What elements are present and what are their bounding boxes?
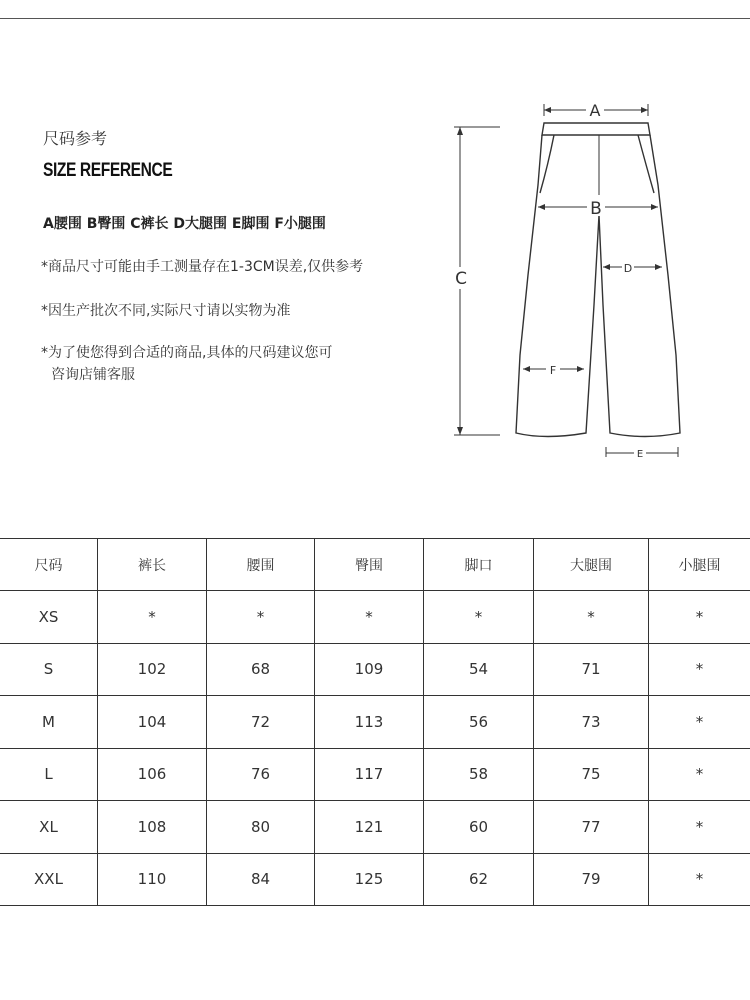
table-cell: 72: [207, 696, 315, 749]
table-cell: *: [649, 696, 750, 749]
table-row: [0, 748, 750, 801]
table-cell: 62: [424, 853, 534, 906]
table-cell: 84: [207, 853, 315, 906]
dim-b-label: B: [590, 199, 602, 219]
table-cell: 102: [98, 643, 207, 696]
table-cell: 71: [534, 643, 649, 696]
note-consult-line-2: 咨询店铺客服: [51, 367, 135, 383]
title-chinese: 尺码参考: [43, 129, 108, 148]
size-table: [0, 538, 750, 906]
table-cell: 裤长: [98, 539, 207, 591]
note-consult-line-1: *为了使您得到合适的商品,具体的尺码建议您可: [41, 345, 333, 361]
table-cell: 75: [534, 748, 649, 801]
dim-c-label: C: [455, 269, 467, 289]
table-row: [0, 696, 750, 749]
table-cell: *: [649, 748, 750, 801]
table-cell: 56: [424, 696, 534, 749]
top-divider: [0, 18, 750, 19]
table-cell: 60: [424, 801, 534, 854]
table-cell: 大腿围: [534, 539, 649, 591]
table-cell: 125: [315, 853, 424, 906]
table-cell: M: [0, 696, 98, 749]
table-row: [0, 853, 750, 906]
pants-diagram: [440, 95, 690, 465]
table-cell: S: [0, 643, 98, 696]
table-cell: 尺码: [0, 539, 98, 591]
table-cell: 80: [207, 801, 315, 854]
table-cell: *: [534, 591, 649, 644]
table-cell: 121: [315, 801, 424, 854]
note-error-margin: *商品尺寸可能由手工测量存在1-3CM误差,仅供参考: [41, 259, 364, 275]
table-cell: 68: [207, 643, 315, 696]
table-cell: 106: [98, 748, 207, 801]
pants-outline: [516, 135, 680, 437]
table-cell: XXL: [0, 853, 98, 906]
dim-d-label: D: [623, 262, 633, 275]
table-row: [0, 801, 750, 854]
pants-pocket-left: [540, 135, 554, 193]
table-cell: 73: [534, 696, 649, 749]
table-row: [0, 643, 750, 696]
table-cell: 104: [98, 696, 207, 749]
table-cell: *: [649, 591, 750, 644]
table-cell: *: [649, 801, 750, 854]
table-cell: 小腿围: [649, 539, 750, 591]
table-cell: *: [649, 853, 750, 906]
table-header-row: [0, 539, 750, 591]
table-cell: *: [649, 643, 750, 696]
table-cell: L: [0, 748, 98, 801]
table-cell: XS: [0, 591, 98, 644]
table-cell: 109: [315, 643, 424, 696]
title-english: SIZE REFERENCE: [43, 160, 173, 181]
table-cell: *: [98, 591, 207, 644]
table-cell: 77: [534, 801, 649, 854]
table-cell: 臀围: [315, 539, 424, 591]
dim-e-label: E: [636, 449, 644, 460]
dim-a-label: A: [589, 101, 601, 120]
table-cell: 108: [98, 801, 207, 854]
table-cell: 79: [534, 853, 649, 906]
table-cell: *: [424, 591, 534, 644]
note-consult-service: [41, 342, 332, 386]
table-cell: 54: [424, 643, 534, 696]
table-row: [0, 591, 750, 644]
table-cell: 76: [207, 748, 315, 801]
note-batch-difference: *因生产批次不同,实际尺寸请以实物为准: [41, 303, 291, 319]
table-cell: 腰围: [207, 539, 315, 591]
table-cell: 113: [315, 696, 424, 749]
table-cell: 110: [98, 853, 207, 906]
table-cell: *: [315, 591, 424, 644]
table-cell: 脚口: [424, 539, 534, 591]
table-cell: XL: [0, 801, 98, 854]
measurement-legend: A腰围 B臀围 C裤长 D大腿围 E脚围 F小腿围: [43, 216, 326, 232]
table-cell: *: [207, 591, 315, 644]
table-cell: 58: [424, 748, 534, 801]
dim-f-label: F: [549, 364, 557, 377]
pants-waistband: [542, 123, 650, 135]
table-cell: 117: [315, 748, 424, 801]
